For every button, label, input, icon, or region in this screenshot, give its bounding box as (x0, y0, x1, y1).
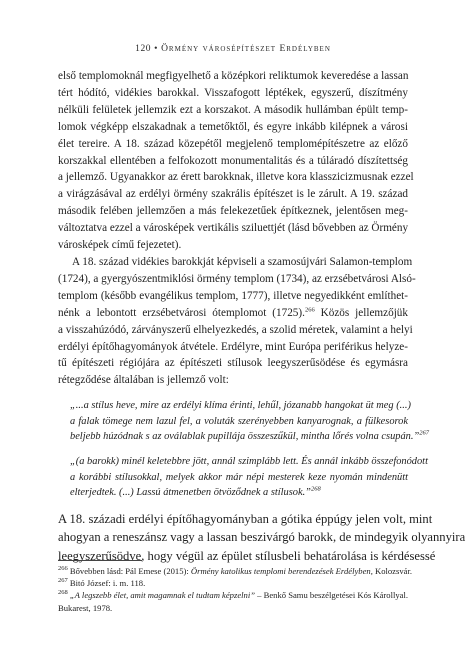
footnote-ref-267[interactable]: 267 (419, 429, 429, 437)
footnote-number: 268 (58, 589, 68, 597)
header-bullet: • (154, 44, 159, 54)
footnotes (58, 565, 412, 614)
text-fragment: nénk a lebontott erzsébetvárosi ótemplomot (1725). (58, 306, 305, 319)
text-line: leegyszerűsödve, hogy végül az épület stílusbeli behatárolása is kérdésessé (58, 548, 436, 563)
text-fragment: beljebb húzódnak s az oválablak pupillája összeszűkül, mintha lőrés volna csupán.” (70, 431, 420, 443)
spacer (58, 501, 408, 510)
text-line: a visszahúzódó, zárványszerű elhelyezkedés, a szolid méretek, valamint a helyi (58, 323, 413, 336)
text-fragment: Közös jellemzőjük (314, 306, 408, 319)
footnote-text: Bitó József: i. m. 118. (67, 578, 146, 589)
spacer (58, 445, 408, 454)
text-line: nélküli felületek jellemzik ezt a korszakot. A második hullámban épült temp- (58, 103, 408, 116)
text-line: A 18. századi erdélyi építőhagyományban a gótika éppúgy jelen volt, mint (58, 511, 433, 526)
text-line: tért hódító, vidékies barokkal. Visszafogott léptékek, egyszerű, díszítmény (58, 86, 408, 99)
text-line: rétegződése általában is jellemző volt: (58, 374, 229, 387)
footnote-text: , Kolozsvár. (370, 566, 412, 576)
quote-line-with-footnote (70, 485, 408, 501)
running-header (0, 44, 466, 54)
quote-line: „(a barokk) minél keletebbre jött, annál szimplább lett. És annál inkább összefonódott (70, 456, 428, 467)
footnote-title: „A legszebb élet, amit magamnak el tudtam képzelni” (67, 590, 255, 601)
footnote-number: 267 (58, 577, 68, 585)
footnote-title: Örmény katolikus templomi berendezések Erdélyben (190, 566, 371, 576)
quote-line: a falak tömege nem lazul fel, a voluták szerényebben kanyarognak, a fülkesorok (70, 415, 408, 427)
quote-line: „...a stílus heve, mire az erdélyi klíma érinti, lehűl, józanabb hangokat üt meg (...) (70, 400, 411, 412)
footnote-text: Bővebben lásd: Pál Emese (2015): (67, 566, 191, 576)
text-line: tű építészeti régiójára az építészeti stílusok leegyszerűsödése és egymásra (58, 357, 408, 370)
text-line: (1724), a gyergyószentmiklósi örmény templom (1734), az erzsébetvárosi Alsó- (58, 272, 416, 285)
paragraph-3 (58, 510, 466, 565)
page-number: 120 (135, 44, 152, 54)
quote-line: a korábbi stílusokkal, melyek akkor már népi mesterek keze nyomán mindenütt (70, 471, 408, 483)
text-line: korszakkal ellentében a felfokozott monumentalitás és a túláradó díszítettség (58, 154, 408, 167)
text-line: a jellemző. Ugyanakkor az érett barokknak, illetve kora klasszicizmusnak ezzel (58, 171, 414, 184)
footnote-divider (58, 560, 142, 561)
footnote-268 (58, 589, 408, 601)
text-line: a virágzásával az erdélyi örmény szakrális építészet is le zárult. A 19. század (58, 188, 408, 201)
text-fragment: elterjedtek. (...) Lassú átmenetben ötvöződnek a stílusok.” (70, 487, 311, 499)
spacer (58, 389, 408, 398)
text-line-with-footnote (58, 305, 408, 322)
text-line: élet tereire. A 18. század közepétől megjelenő templomépítészetre az előző (58, 137, 408, 150)
footnote-ref-266[interactable]: 266 (304, 305, 315, 313)
footnote-267 (58, 577, 408, 589)
running-title: Örmény városépítészet Erdélyben (161, 44, 331, 54)
footnote-ref-268[interactable]: 268 (310, 485, 321, 493)
text-line: templom (később evangélikus templom, 1777), illetve negyedikként említhet- (58, 289, 408, 302)
footnote-number: 266 (58, 565, 68, 573)
block-quote-2 (70, 454, 428, 501)
text-line: ahogyan a reneszánsz vagy a lassan beszivárgó barokk, de mindegyik olyannyira (58, 530, 466, 545)
text-line: városképek című fejezetet). (58, 239, 182, 252)
text-line: változtatva ezzel a városképek vertikális sziluettjét (lásd bővebben az Örmény (58, 222, 409, 235)
quote-line-with-footnote (70, 429, 429, 445)
block-quote-1 (70, 398, 429, 445)
main-text (58, 68, 466, 565)
footnote-text: – Benkő Samu beszélgetései Kós Károllyal. (255, 590, 408, 601)
paragraph-2 (58, 254, 416, 389)
text-line: erdélyi építőhagyományok átvétele. Erdélyre, mint Európa periférikus helyze- (58, 340, 408, 353)
footnote-266 (58, 565, 412, 577)
text-line: lomok végképp elszakadnak a temetőktől, és egyre inkább kilépnek a városi (58, 120, 408, 133)
text-line: első templomoknál megfigyelhető a középkori reliktumok keveredése a lassan (58, 70, 409, 82)
text-line: második felében jellemzően a más felekezetűek építkeznek, jelentősen meg- (58, 205, 408, 218)
footnote-268-cont: Bukarest, 1978. (58, 602, 113, 613)
paragraph-1 (58, 68, 414, 254)
text-line: A 18. század vidékies barokkját képviseli a szamosújvári Salamon-templom (72, 255, 413, 268)
